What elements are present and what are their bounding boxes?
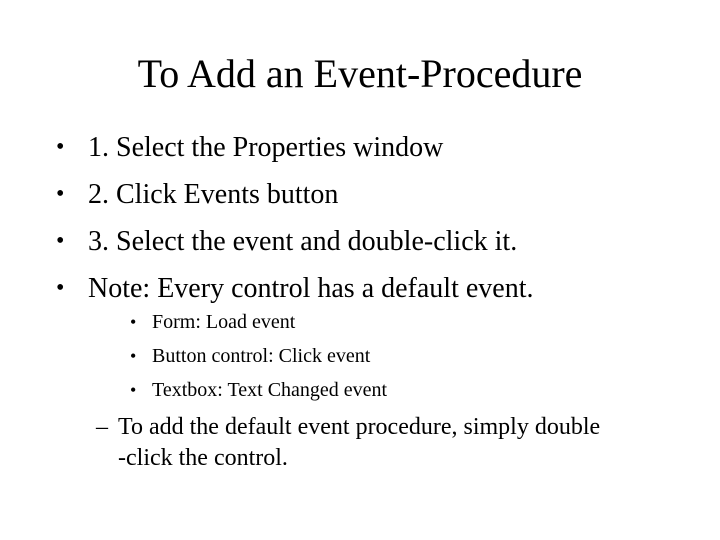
dash-note-line: To add the default event procedure, simply double bbox=[118, 414, 601, 440]
bullet-text: 2. Click Events button bbox=[88, 179, 339, 210]
bullet-item bbox=[56, 124, 534, 171]
sub-bullet-dot-icon: • bbox=[130, 312, 137, 332]
sub-bullet-text: Form: Load event bbox=[152, 311, 296, 333]
sub-bullet-item bbox=[130, 305, 387, 339]
bullet-item bbox=[56, 171, 534, 218]
dash-icon: – bbox=[96, 414, 108, 440]
dash-note bbox=[96, 412, 718, 474]
bullet-text: Note: Every control has a default event. bbox=[88, 273, 534, 304]
dash-note-line: -click the control. bbox=[118, 445, 288, 471]
sub-bullet-text: Textbox: Text Changed event bbox=[152, 379, 388, 401]
bullet-dot-icon: • bbox=[56, 228, 65, 254]
bullet-dot-icon: • bbox=[56, 275, 65, 301]
bullet-list bbox=[56, 124, 534, 312]
sub-bullet-list bbox=[130, 305, 387, 407]
sub-bullet-dot-icon: • bbox=[130, 346, 137, 366]
bullet-dot-icon: • bbox=[56, 181, 65, 207]
sub-bullet-text: Button control: Click event bbox=[152, 345, 371, 367]
bullet-text: 3. Select the event and double-click it. bbox=[88, 226, 518, 257]
slide-title: To Add an Event-Procedure bbox=[137, 51, 583, 96]
bullet-item bbox=[56, 218, 534, 265]
sub-bullet-item bbox=[130, 373, 387, 407]
bullet-dot-icon: • bbox=[56, 134, 65, 160]
sub-bullet-dot-icon: • bbox=[130, 380, 137, 400]
sub-bullet-item bbox=[130, 339, 387, 373]
bullet-text: 1. Select the Properties window bbox=[88, 132, 444, 163]
